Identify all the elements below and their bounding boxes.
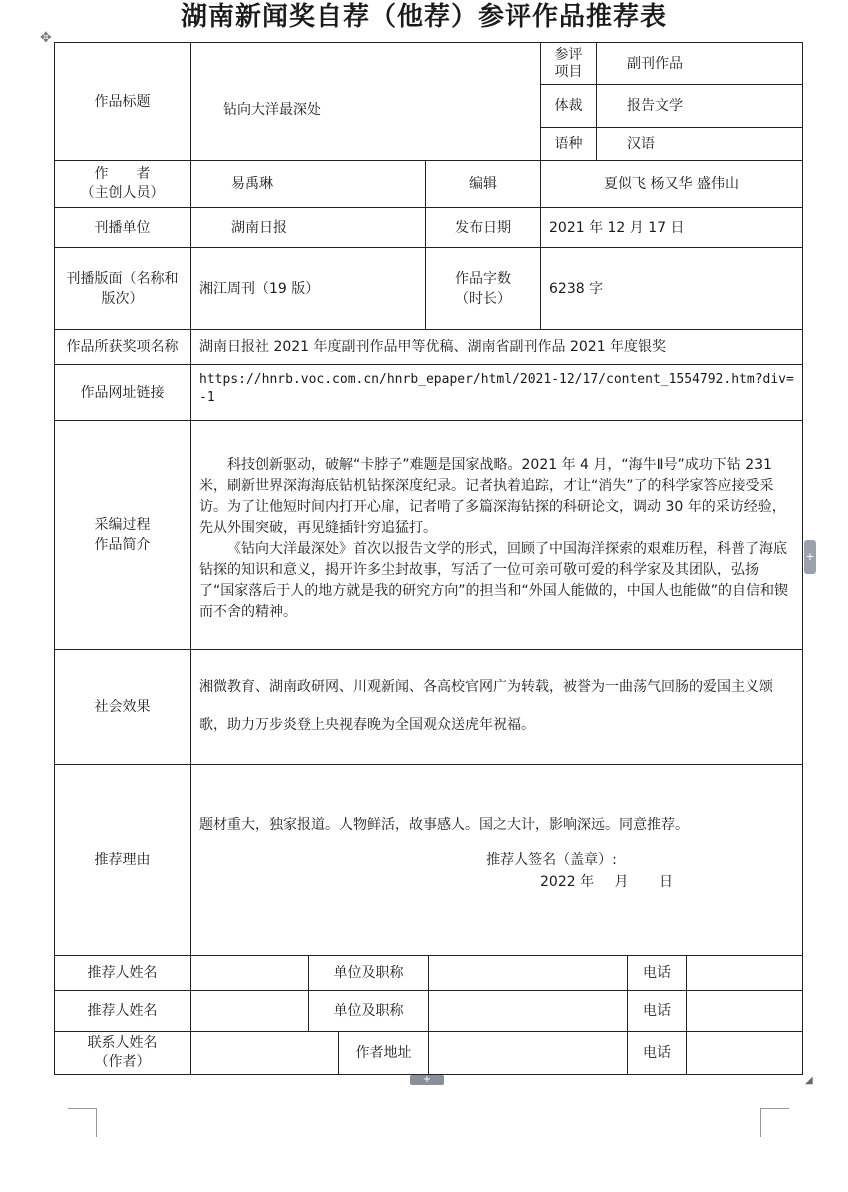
genre-label: 体裁 — [540, 84, 597, 128]
effect-label: 社会效果 — [54, 649, 191, 765]
category-value[interactable]: 副刊作品 — [596, 42, 803, 85]
publisher-value[interactable]: 湖南日报 — [190, 207, 426, 248]
reason-label: 推荐理由 — [54, 764, 191, 956]
page-label: 刊播版面（名称和版次） — [54, 247, 191, 330]
intro-paragraph-1: 科技创新驱动，破解“卡脖子”难题是国家战略。2021 年 4 月，“海牛Ⅱ号”成功下钻 231 米，刷新世界深海海底钻机钻探深度纪录。记者执着追踪，才让“消失”了的科学家答应接受采访。为了让他短时间内打开心扉，记者啃了多篇深海钻探的科研论文，调动 30 年的采访经验，先从外围突破，再见缝插针穷追猛打。 — [199, 457, 786, 536]
page-title: 湖南新闻奖自荐（他荐）参评作品推荐表 — [180, 2, 667, 32]
signature-date: 2022 年 月 日 — [540, 874, 673, 890]
insert-column-icon[interactable]: + — [804, 540, 816, 574]
page-corner-mark-right — [760, 1108, 789, 1137]
word-count-label: 作品字数 （时长） — [425, 247, 541, 330]
contact-phone-label: 电话 — [627, 1031, 687, 1075]
category-label: 参评项目 — [540, 42, 597, 85]
insert-row-icon[interactable]: + — [410, 1075, 444, 1085]
page-value[interactable]: 湘江周刊（19 版） — [190, 247, 426, 330]
recommender1-name-field[interactable] — [190, 955, 309, 991]
recommender1-unit-field[interactable] — [428, 955, 628, 991]
author-label: 作 者 （主创人员） — [54, 160, 191, 208]
address-label: 作者地址 — [338, 1031, 429, 1075]
recommender2-phone-label: 电话 — [627, 990, 687, 1032]
work-url-link[interactable]: https://hnrb.voc.com.cn/hnrb_epaper/html/2021-12/17/content_1554792.htm?div=-1 — [190, 364, 803, 421]
page-corner-mark-left — [68, 1108, 97, 1137]
intro-paragraph-2: 《钻向大洋最深处》首次以报告文学的形式，回顾了中国海洋探索的艰难历程，科普了海底钻探的知识和意义，揭开许多尘封故事，写活了一位可亲可敬可爱的科学家及其团队，弘扬了“国家落后于人的地方就是我的研究方向”的担当和“外国人能做的，中国人也能做”的自信和锲而不舍的精神。 — [199, 541, 789, 620]
contact-label: 联系人姓名 （作者） — [54, 1031, 191, 1075]
editor-label: 编辑 — [425, 160, 541, 208]
genre-value[interactable]: 报告文学 — [596, 84, 803, 128]
work-title-label: 作品标题 — [54, 42, 191, 161]
recommender2-unit-label: 单位及职称 — [308, 990, 429, 1032]
recommender2-name-field[interactable] — [190, 990, 309, 1032]
word-count-value[interactable]: 6238 字 — [540, 247, 803, 330]
address-field[interactable] — [428, 1031, 628, 1075]
intro-value[interactable] — [190, 420, 803, 650]
recommender2-phone-field[interactable] — [686, 990, 803, 1032]
language-value[interactable]: 汉语 — [596, 127, 803, 161]
recommender1-phone-field[interactable] — [686, 955, 803, 991]
recommender2-label: 推荐人姓名 — [54, 990, 191, 1032]
contact-phone-field[interactable] — [686, 1031, 803, 1075]
recommendation-form — [54, 42, 803, 1075]
contact-name-field[interactable] — [190, 1031, 339, 1075]
recommender1-phone-label: 电话 — [627, 955, 687, 991]
url-label: 作品网址链接 — [54, 364, 191, 421]
awards-value[interactable]: 湖南日报社 2021 年度副刊作品甲等优稿、湖南省副刊作品 2021 年度银奖 — [190, 329, 803, 365]
publish-date-label: 发布日期 — [425, 207, 541, 248]
editors-value[interactable]: 夏似飞 杨又华 盛伟山 — [540, 160, 803, 208]
work-title-value[interactable]: 钻向大洋最深处 — [190, 42, 541, 161]
recommender2-unit-field[interactable] — [428, 990, 628, 1032]
language-label: 语种 — [540, 127, 597, 161]
table-resize-icon[interactable]: ◢ — [805, 1075, 813, 1086]
recommender1-unit-label: 单位及职称 — [308, 955, 429, 991]
reason-text: 题材重大，独家报道。人物鲜活，故事感人。国之大计，影响深远。同意推荐。 — [199, 817, 689, 833]
author-value[interactable]: 易禹琳 — [190, 160, 426, 208]
publish-date-value[interactable]: 2021 年 12 月 17 日 — [540, 207, 803, 248]
table-move-icon[interactable]: ✥ — [40, 30, 52, 46]
effect-value[interactable]: 湘微教育、湖南政研网、川观新闻、各高校官网广为转载，被誉为一曲荡气回肠的爱国主义颂歌，助力万步炎登上央视春晚为全国观众送虎年祝福。 — [190, 649, 803, 765]
publisher-label: 刊播单位 — [54, 207, 191, 248]
reason-value[interactable] — [190, 764, 803, 956]
intro-label: 采编过程 作品简介 — [54, 420, 191, 650]
signature-line: 推荐人签名（盖章）: — [486, 852, 617, 868]
recommender1-label: 推荐人姓名 — [54, 955, 191, 991]
awards-label: 作品所获奖项名称 — [54, 329, 191, 365]
